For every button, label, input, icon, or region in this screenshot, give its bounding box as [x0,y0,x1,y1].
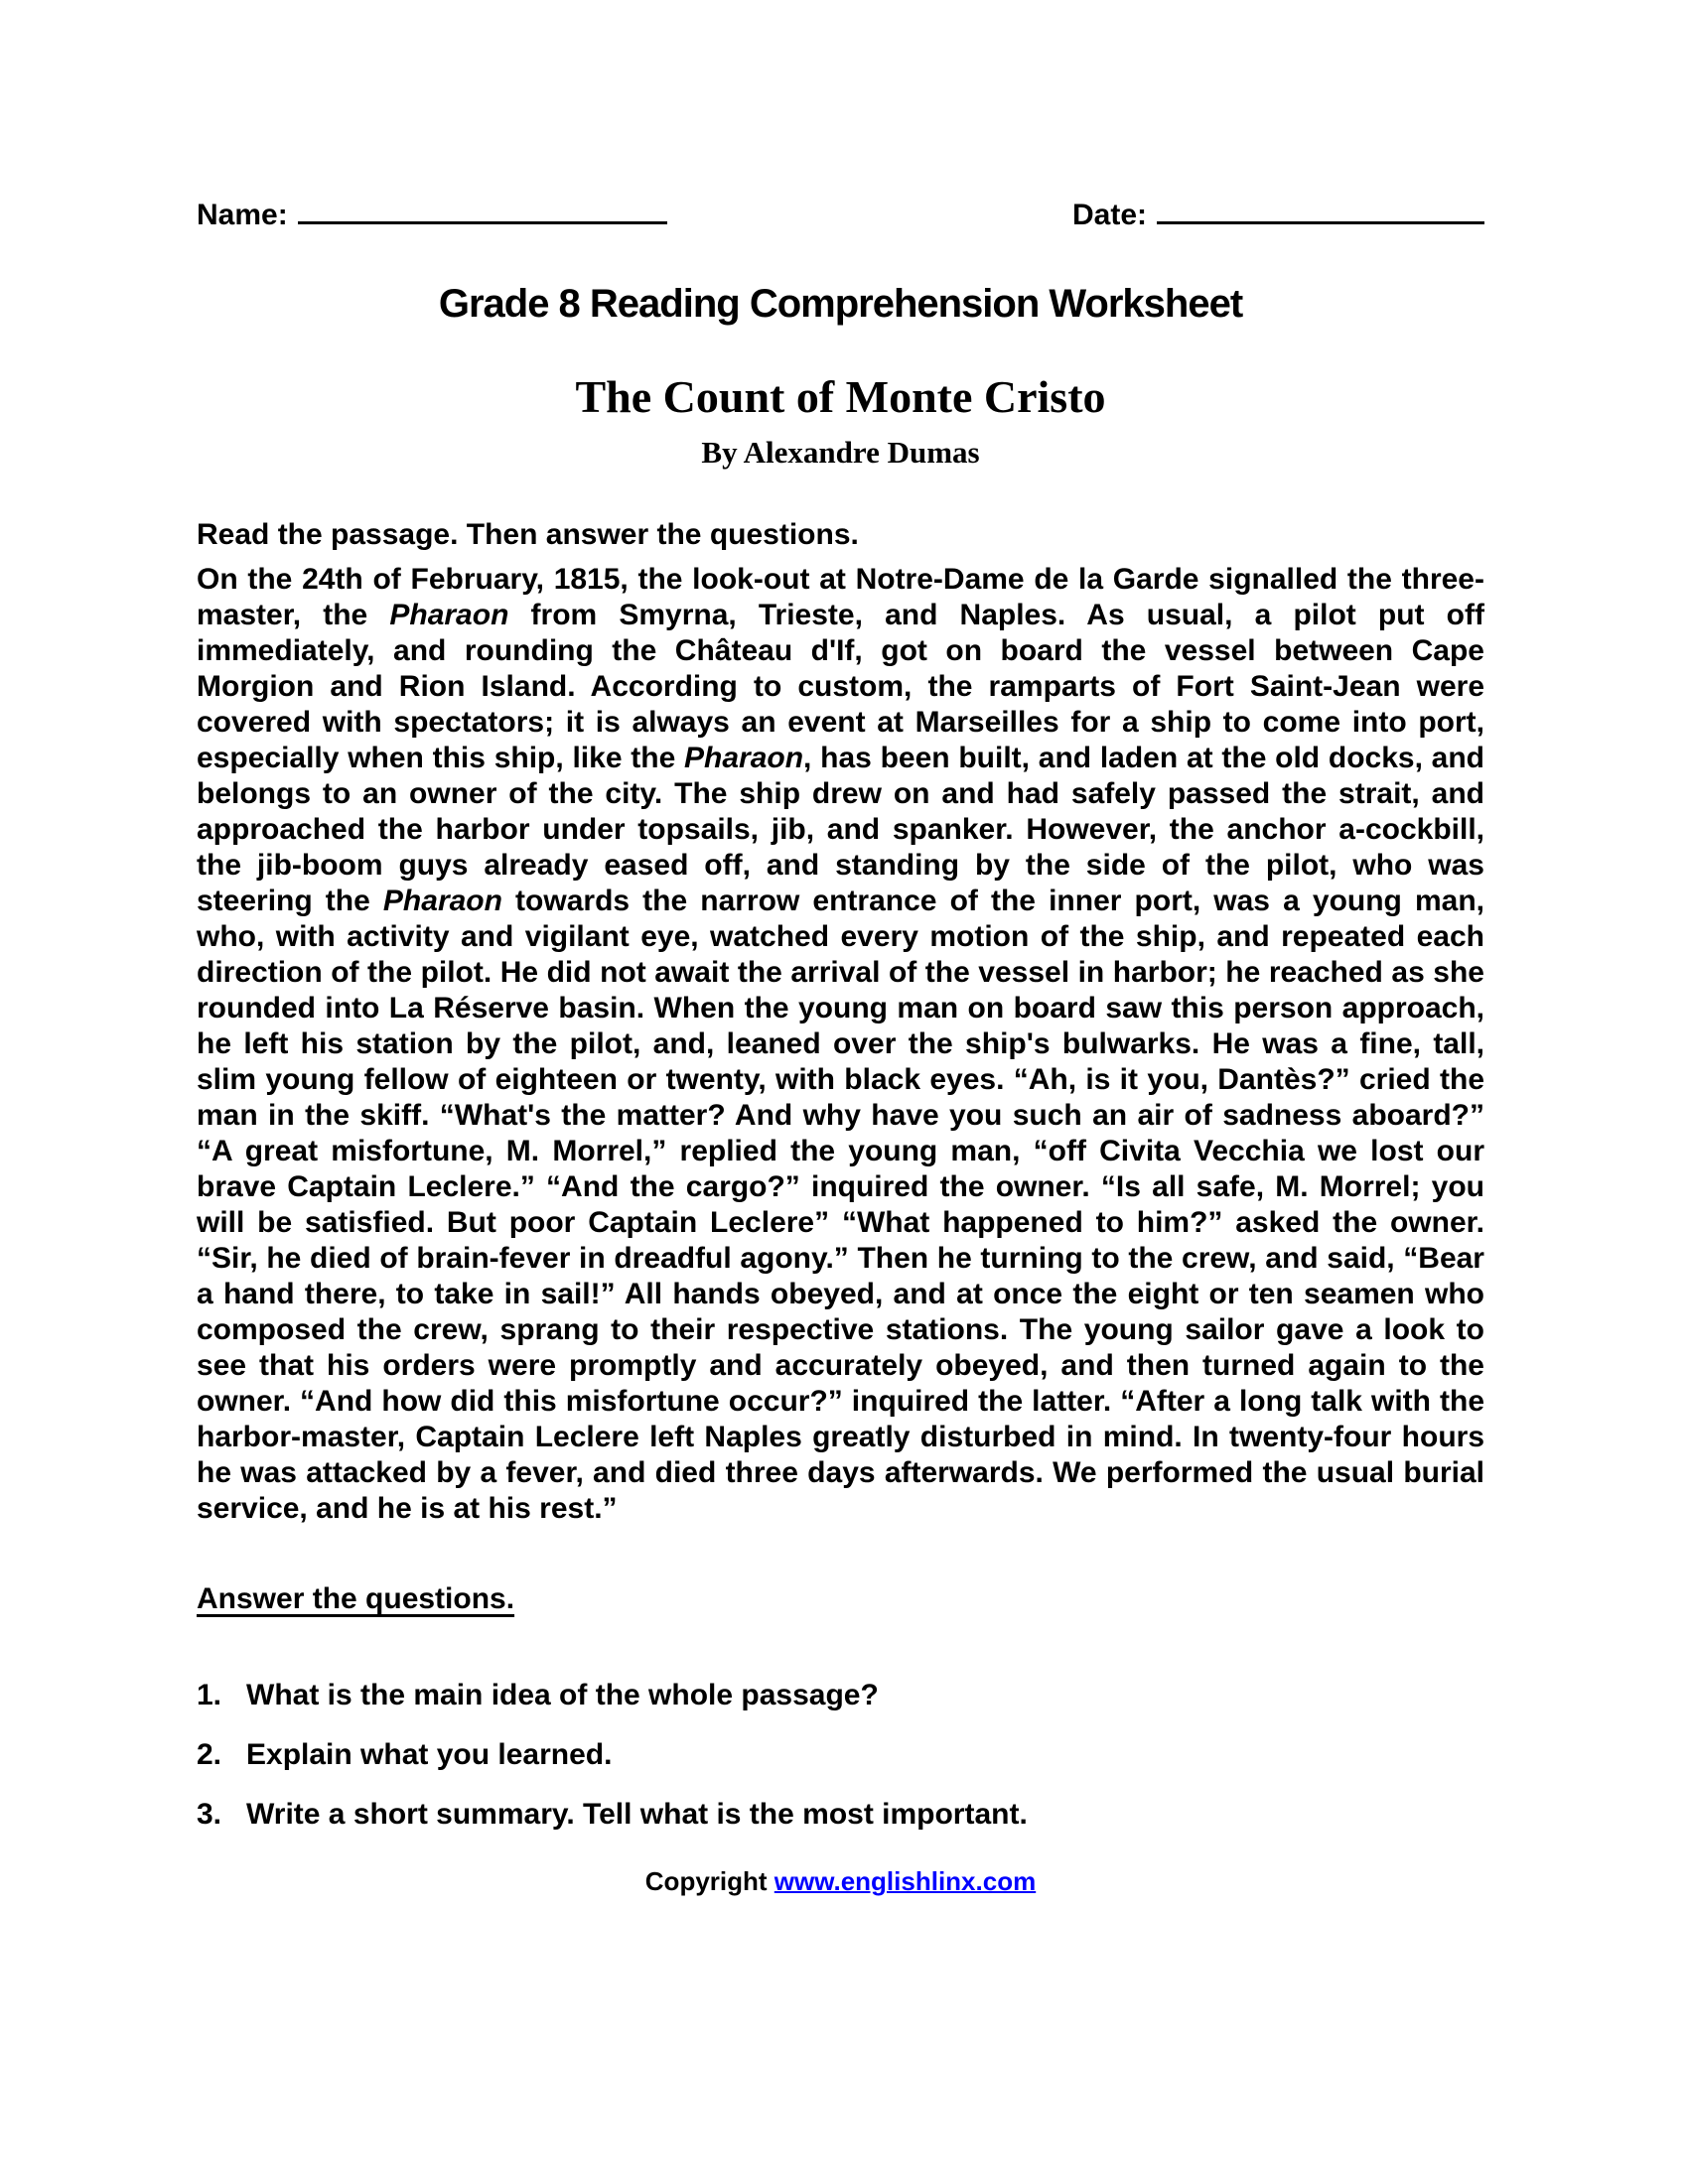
name-blank-line [298,217,667,224]
question-text: What is the main idea of the whole passage? [246,1679,879,1711]
questions-list [197,1678,1484,1833]
date-label: Date: [1071,199,1147,231]
question-text: Explain what you learned. [246,1738,613,1771]
answer-section [197,1582,1484,1616]
questions-heading: Answer the questions. [197,1582,515,1615]
website-link[interactable]: www.englishlinx.com [774,1866,1037,1896]
question-text: Write a short summary. Tell what is the most important. [246,1798,1028,1831]
footer [197,1866,1484,1897]
name-label: Name: [197,199,288,231]
passage-segment: towards the narrow entrance of the inner port, was a young man, who, with activity and vigilant eye, watched every motion of the ship, and repeated each direction of the pilot. He did not await the arrival of the vessel in harbor; he reached as she rounded into La Réserve basin. When the young man on board saw this person approach, he left his station by the pilot, and, leaned over the ship's bulwarks. He was a fine, tall, slim young fellow of eighteen or twenty, with black eyes. “Ah, is it you, Dantès?” cried the man in the skiff. “What's the matter? And why have you such an air of sadness aboard?” “A great misfortune, M. Morrel,” replied the young man, “off Civita Vecchia we lost our brave Captain Leclere.” “And the cargo?” inquired the owner. “Is all safe, M. Morrel; you will be satisfied. But poor Captain Leclere” “What happened to him?” asked the owner. “Sir, he died of brain-fever in dreadful agony.” Then he turning to the crew, and said, “Bear a hand there, to take in sail!” All hands obeyed, and at once the eight or ten seamen who composed the crew, sprang to their respective stations. The young sailor gave a look to see that his orders were promptly and accurately obeyed, and then turned again to the owner. “And how did this misfortune occur?” inquired the latter. “After a long talk with the harbor-master, Captain Leclere left Naples greatly disturbed in mind. In twenty-four hours he was attacked by a fever, and died three days afterwards. We performed the usual burial service, and he is at his rest.” [197,885,1484,1525]
question-item [197,1737,1484,1773]
question-number: 2. [197,1738,222,1771]
instruction-text: Read the passage. Then answer the questions. [197,518,859,551]
question-item [197,1797,1484,1833]
copyright-text: Copyright [644,1866,774,1896]
question-item [197,1678,1484,1713]
name-field [197,199,667,232]
passage-segment: On the 24th of February, 1815, the look-out at Notre-Dame de la Garde signalled the three-master, the [197,563,1484,631]
passage-segment: , has been built, and laden at the old docks, and belongs to an owner of the city. The ship drew on and had safely passed the strait, and approached the harbor under topsails, jib, and spanker. However, the anchor a-cockbill, the jib-boom guys already eased off, and standing by the side of the pilot, who was steering the [197,742,1484,917]
date-field [1072,199,1484,232]
worksheet-title: Grade 8 Reading Comprehension Worksheet [438,282,1243,326]
date-blank-line [1157,217,1484,224]
passage-text [197,562,1484,1527]
question-number: 3. [197,1798,222,1831]
passage-segment: from Smyrna, Trieste, and Naples. As usual, a pilot put off immediately, and rounding the Château d'If, got on board the vessel between Cape Morgion and Rion Island. According to custom, the ramparts of Fort Saint-Jean were covered with spectators; it is always an event at Marseilles for a ship to come into port, especially when this ship, like the [197,599,1484,774]
passage-italic-segment: Pharaon [382,885,502,917]
question-number: 1. [197,1679,222,1711]
byline: By Alexandre Dumas [701,435,980,470]
book-title: The Count of Monte Cristo [575,371,1106,422]
passage-italic-segment: Pharaon [389,599,509,631]
header [197,199,1484,232]
passage-italic-segment: Pharaon [684,742,804,774]
